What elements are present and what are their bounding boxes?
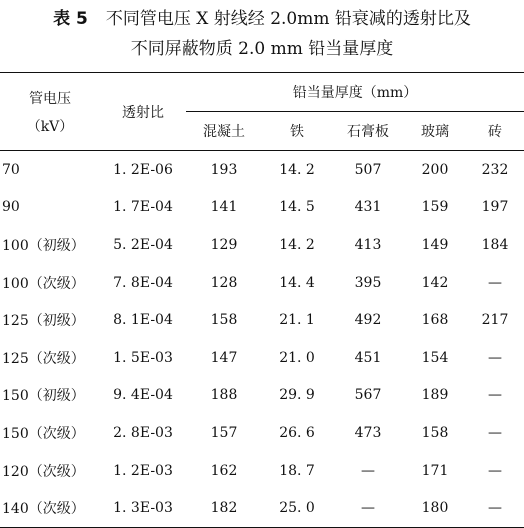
- cell-concrete: 158: [210, 312, 238, 329]
- cell-iron: 21. 0: [279, 349, 315, 366]
- cell-brick: —: [488, 387, 503, 404]
- caption-line-2: 不同屏蔽物质 2.0 mm 铅当量厚度: [130, 39, 394, 59]
- cell-glass: 142: [421, 274, 449, 291]
- cell-voltage: 70: [2, 161, 20, 178]
- cell-brick: —: [488, 424, 503, 441]
- table-caption: [0, 4, 524, 64]
- cell-concrete: 128: [210, 274, 238, 291]
- cell-brick: —: [488, 274, 503, 291]
- cell-glass: 189: [421, 387, 449, 404]
- cell-iron: 18. 7: [279, 462, 315, 479]
- cell-glass: 159: [421, 199, 449, 216]
- table-row: [0, 301, 524, 339]
- header-tube-voltage-label: 管电压: [29, 90, 71, 107]
- cell-brick: —: [488, 462, 503, 479]
- cell-iron: 29. 9: [279, 387, 315, 404]
- cell-gypsum: —: [332, 489, 404, 527]
- cell-gypsum: 395: [354, 274, 382, 291]
- cell-concrete: 129: [210, 236, 238, 253]
- header-gypsum-board: 石膏板: [332, 112, 404, 151]
- cell-brick: 217: [481, 312, 509, 329]
- cell-iron: 14. 4: [279, 274, 315, 291]
- header-tube-voltage-unit: （kV）: [26, 118, 74, 135]
- cell-glass: 158: [421, 424, 449, 441]
- header-lead-equivalent: 铅当量厚度（mm）: [186, 73, 524, 112]
- cell-iron: 14. 2: [279, 236, 315, 253]
- cell-glass: 168: [421, 312, 449, 329]
- cell-brick: —: [488, 349, 503, 366]
- cell-concrete: 157: [210, 424, 238, 441]
- cell-concrete: 162: [210, 462, 238, 479]
- cell-brick: 197: [481, 199, 509, 216]
- cell-voltage: 125（初级）: [2, 313, 85, 330]
- cell-transmission: 1. 2E-03: [113, 462, 173, 479]
- cell-gypsum: 492: [354, 312, 382, 329]
- cell-brick: 184: [481, 236, 509, 253]
- table-row: [0, 151, 524, 189]
- cell-brick: —: [466, 489, 524, 527]
- cell-gypsum: —: [361, 462, 375, 479]
- cell-transmission: 7. 8E-04: [113, 274, 173, 291]
- cell-gypsum: 507: [354, 161, 382, 178]
- cell-concrete: 193: [210, 161, 238, 178]
- cell-concrete: 141: [210, 199, 238, 216]
- cell-gypsum: 413: [354, 236, 382, 253]
- table-row: [0, 226, 524, 264]
- cell-gypsum: 451: [354, 349, 382, 366]
- caption-line-1: 不同管电压 X 射线经 2.0mm 铅衰减的透射比及: [105, 9, 471, 29]
- cell-concrete: 188: [210, 387, 238, 404]
- cell-voltage: 100（次级）: [2, 275, 85, 292]
- cell-voltage: 120（次级）: [2, 463, 85, 480]
- cell-glass: 180: [404, 489, 466, 527]
- header-iron: 铁: [262, 112, 332, 151]
- table-row: [0, 452, 524, 490]
- table-body: [0, 151, 524, 528]
- cell-transmission: 5. 2E-04: [113, 236, 173, 253]
- cell-transmission: 2. 8E-03: [113, 424, 173, 441]
- cell-glass: 149: [421, 236, 449, 253]
- table-row: [0, 189, 524, 227]
- header-glass: 玻璃: [404, 112, 466, 151]
- cell-voltage: 100（初级）: [2, 237, 85, 254]
- cell-concrete: 182: [186, 489, 262, 527]
- cell-iron: 14. 5: [279, 199, 315, 216]
- cell-transmission: 1. 2E-06: [113, 161, 173, 178]
- table-row: [0, 377, 524, 415]
- cell-transmission: 8. 1E-04: [113, 312, 173, 329]
- header-concrete: 混凝土: [186, 112, 262, 151]
- cell-transmission: 1. 3E-03: [100, 489, 186, 527]
- cell-glass: 171: [421, 462, 449, 479]
- cell-concrete: 147: [210, 349, 238, 366]
- table-row: [0, 414, 524, 452]
- table-row: [0, 264, 524, 302]
- cell-transmission: 1. 7E-04: [113, 199, 173, 216]
- table-row: [0, 339, 524, 377]
- cell-iron: 25. 0: [262, 489, 332, 527]
- header-transmission: 透射比: [100, 73, 186, 151]
- cell-voltage: 125（次级）: [2, 350, 85, 367]
- cell-iron: 26. 6: [279, 424, 315, 441]
- cell-iron: 21. 1: [279, 312, 315, 329]
- cell-gypsum: 473: [354, 424, 382, 441]
- data-table: [0, 72, 524, 528]
- cell-brick: 232: [481, 161, 509, 178]
- cell-glass: 154: [421, 349, 449, 366]
- cell-glass: 200: [421, 161, 449, 178]
- header-tube-voltage: [0, 73, 100, 151]
- table-number: 表 5: [53, 9, 88, 29]
- cell-gypsum: 567: [354, 387, 382, 404]
- cell-voltage: 150（次级）: [2, 425, 85, 442]
- cell-transmission: 1. 5E-03: [113, 349, 173, 366]
- cell-voltage: 150（初级）: [2, 388, 85, 405]
- table-row: [0, 489, 524, 527]
- cell-gypsum: 431: [354, 199, 382, 216]
- cell-iron: 14. 2: [279, 161, 315, 178]
- cell-transmission: 9. 4E-04: [113, 387, 173, 404]
- header-brick: 砖: [466, 112, 524, 151]
- cell-voltage: 90: [2, 199, 20, 216]
- cell-voltage: 140（次级）: [0, 489, 100, 527]
